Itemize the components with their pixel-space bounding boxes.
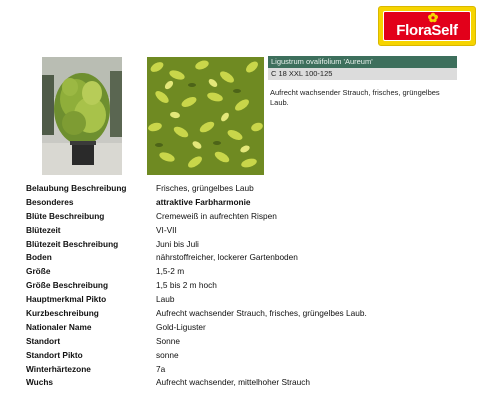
attribute-value: Aufrecht wachsender, mittelhoher Strauch [156,377,311,388]
attribute-row [26,348,466,362]
attribute-row [26,334,466,348]
attribute-label: Nationaler Name [26,321,92,332]
attribute-row [26,181,466,195]
attribute-value: nährstoffreicher, lockerer Gartenboden [156,252,298,263]
attribute-table [26,181,466,389]
attribute-value: 1,5 bis 2 m hoch [156,280,217,291]
attribute-label: Standort [26,335,61,346]
attribute-value: 7a [156,363,166,374]
attribute-label: Winterhärtezone [26,363,91,374]
attribute-row [26,250,466,264]
attribute-label: Standort Pikto [26,349,83,360]
attribute-row [26,223,466,237]
attribute-label: Boden [26,252,52,263]
attribute-value: sonne [156,349,179,360]
logo-text: FloraSelf [396,22,458,39]
attribute-label: Besonderes [26,196,74,207]
attribute-row [26,292,466,306]
attribute-row [26,320,466,334]
attribute-value: VI-VII [156,224,177,235]
attribute-row [26,306,466,320]
attribute-row [26,195,466,209]
attribute-label: Kurzbeschreibung [26,307,99,318]
botanical-name: Ligustrum ovalifolium 'Aureum' [268,56,457,68]
short-description: Aufrecht wachsender Strauch, frisches, grüngelbes Laub. [270,88,440,107]
attribute-row [26,278,466,292]
logo-badge [383,11,471,41]
floraself-logo [378,6,476,46]
attribute-row [26,375,466,389]
attribute-row [26,237,466,251]
attribute-row [26,264,466,278]
attribute-label: Hauptmerkmal Pikto [26,294,107,305]
attribute-value: Frisches, grüngelbes Laub [156,182,254,193]
attribute-label: Blüte Beschreibung [26,210,105,221]
attribute-label: Größe Beschreibung [26,280,109,291]
attribute-row [26,209,466,223]
attribute-value: attraktive Farbharmonie [156,196,251,207]
product-photo-potted-shrub [42,57,122,175]
attribute-value: 1,5-2 m [156,266,185,277]
attribute-row [26,362,466,376]
attribute-label: Größe [26,266,51,277]
attribute-value: Aufrecht wachsender Strauch, frisches, grüngelbes Laub. [156,307,367,318]
attribute-value: Juni bis Juli [156,238,199,249]
attribute-label: Wuchs [26,377,54,388]
product-photo-foliage [147,57,264,175]
attribute-value: Sonne [156,335,180,346]
attribute-label: Blütezeit Beschreibung [26,238,119,249]
attribute-value: Cremeweiß in aufrechten Rispen [156,210,277,221]
attribute-value: Laub [156,294,175,305]
attribute-label: Blütezeit [26,224,61,235]
product-size: C 18 XXL 100-125 [268,68,457,80]
attribute-value: Gold-Liguster [156,321,206,332]
attribute-label: Belaubung Beschreibung [26,182,127,193]
